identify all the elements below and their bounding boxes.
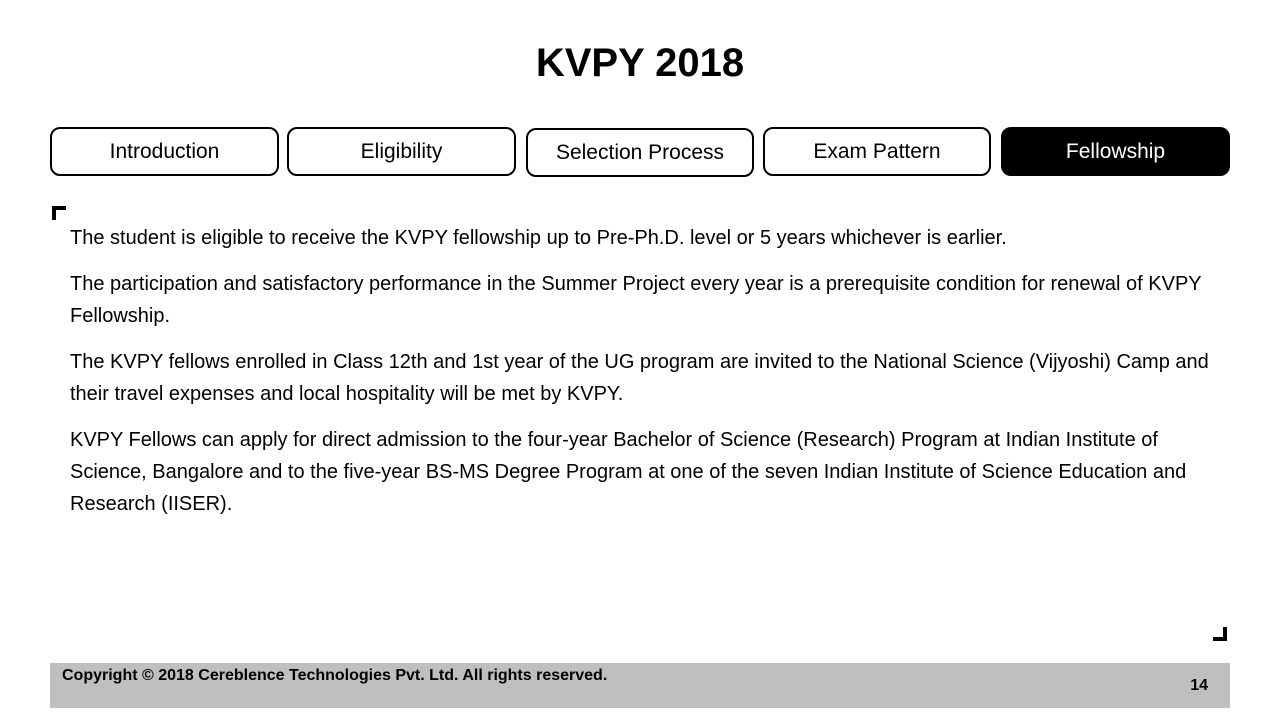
paragraph-1: The student is eligible to receive the KVPY fellowship up to Pre-Ph.D. level or 5 years whichever is earlier. bbox=[70, 227, 1007, 249]
corner-bracket-bottom-right bbox=[1213, 627, 1227, 641]
content-body bbox=[70, 222, 1210, 534]
paragraph-3: The KVPY fellows enrolled in Class 12th and 1st year of the UG program are invited to the National Science (Vijyoshi) Camp and their travel expenses and local hospitality will be met by KVPY. bbox=[70, 351, 1209, 405]
tab-fellowship-label: Fellowship bbox=[1065, 139, 1166, 163]
tab-bar bbox=[0, 127, 1280, 179]
page-number: 14 bbox=[1190, 677, 1208, 694]
copyright-text: Copyright © 2018 Cereblence Technologies Pvt. Ltd. All rights reserved. bbox=[62, 667, 608, 684]
tab-selection-process[interactable] bbox=[526, 128, 754, 177]
paragraph-4: KVPY Fellows can apply for direct admission to the four-year Bachelor of Science (Research) Program at Indian Institute of Science, Bangalore and to the five-year BS-MS Degree Program at one of the seven Indian Institute of Science Education and Research (IISER). bbox=[70, 429, 1187, 515]
footer-bar bbox=[50, 663, 1230, 708]
slide-title: KVPY 2018 bbox=[535, 41, 745, 85]
tab-eligibility[interactable] bbox=[287, 127, 516, 176]
corner-bracket-top-left bbox=[52, 206, 66, 220]
tab-fellowship[interactable] bbox=[1001, 127, 1230, 176]
tab-exam-pattern[interactable] bbox=[763, 127, 991, 176]
tab-selection-process-label: Selection Process bbox=[555, 140, 725, 164]
tab-introduction-label: Introduction bbox=[109, 139, 220, 163]
paragraph-2: The participation and satisfactory performance in the Summer Project every year is a prerequisite condition for renewal of KVPY Fellowship. bbox=[70, 273, 1202, 327]
tab-introduction[interactable] bbox=[50, 127, 279, 176]
tab-exam-pattern-label: Exam Pattern bbox=[813, 139, 941, 163]
tab-eligibility-label: Eligibility bbox=[360, 139, 443, 163]
